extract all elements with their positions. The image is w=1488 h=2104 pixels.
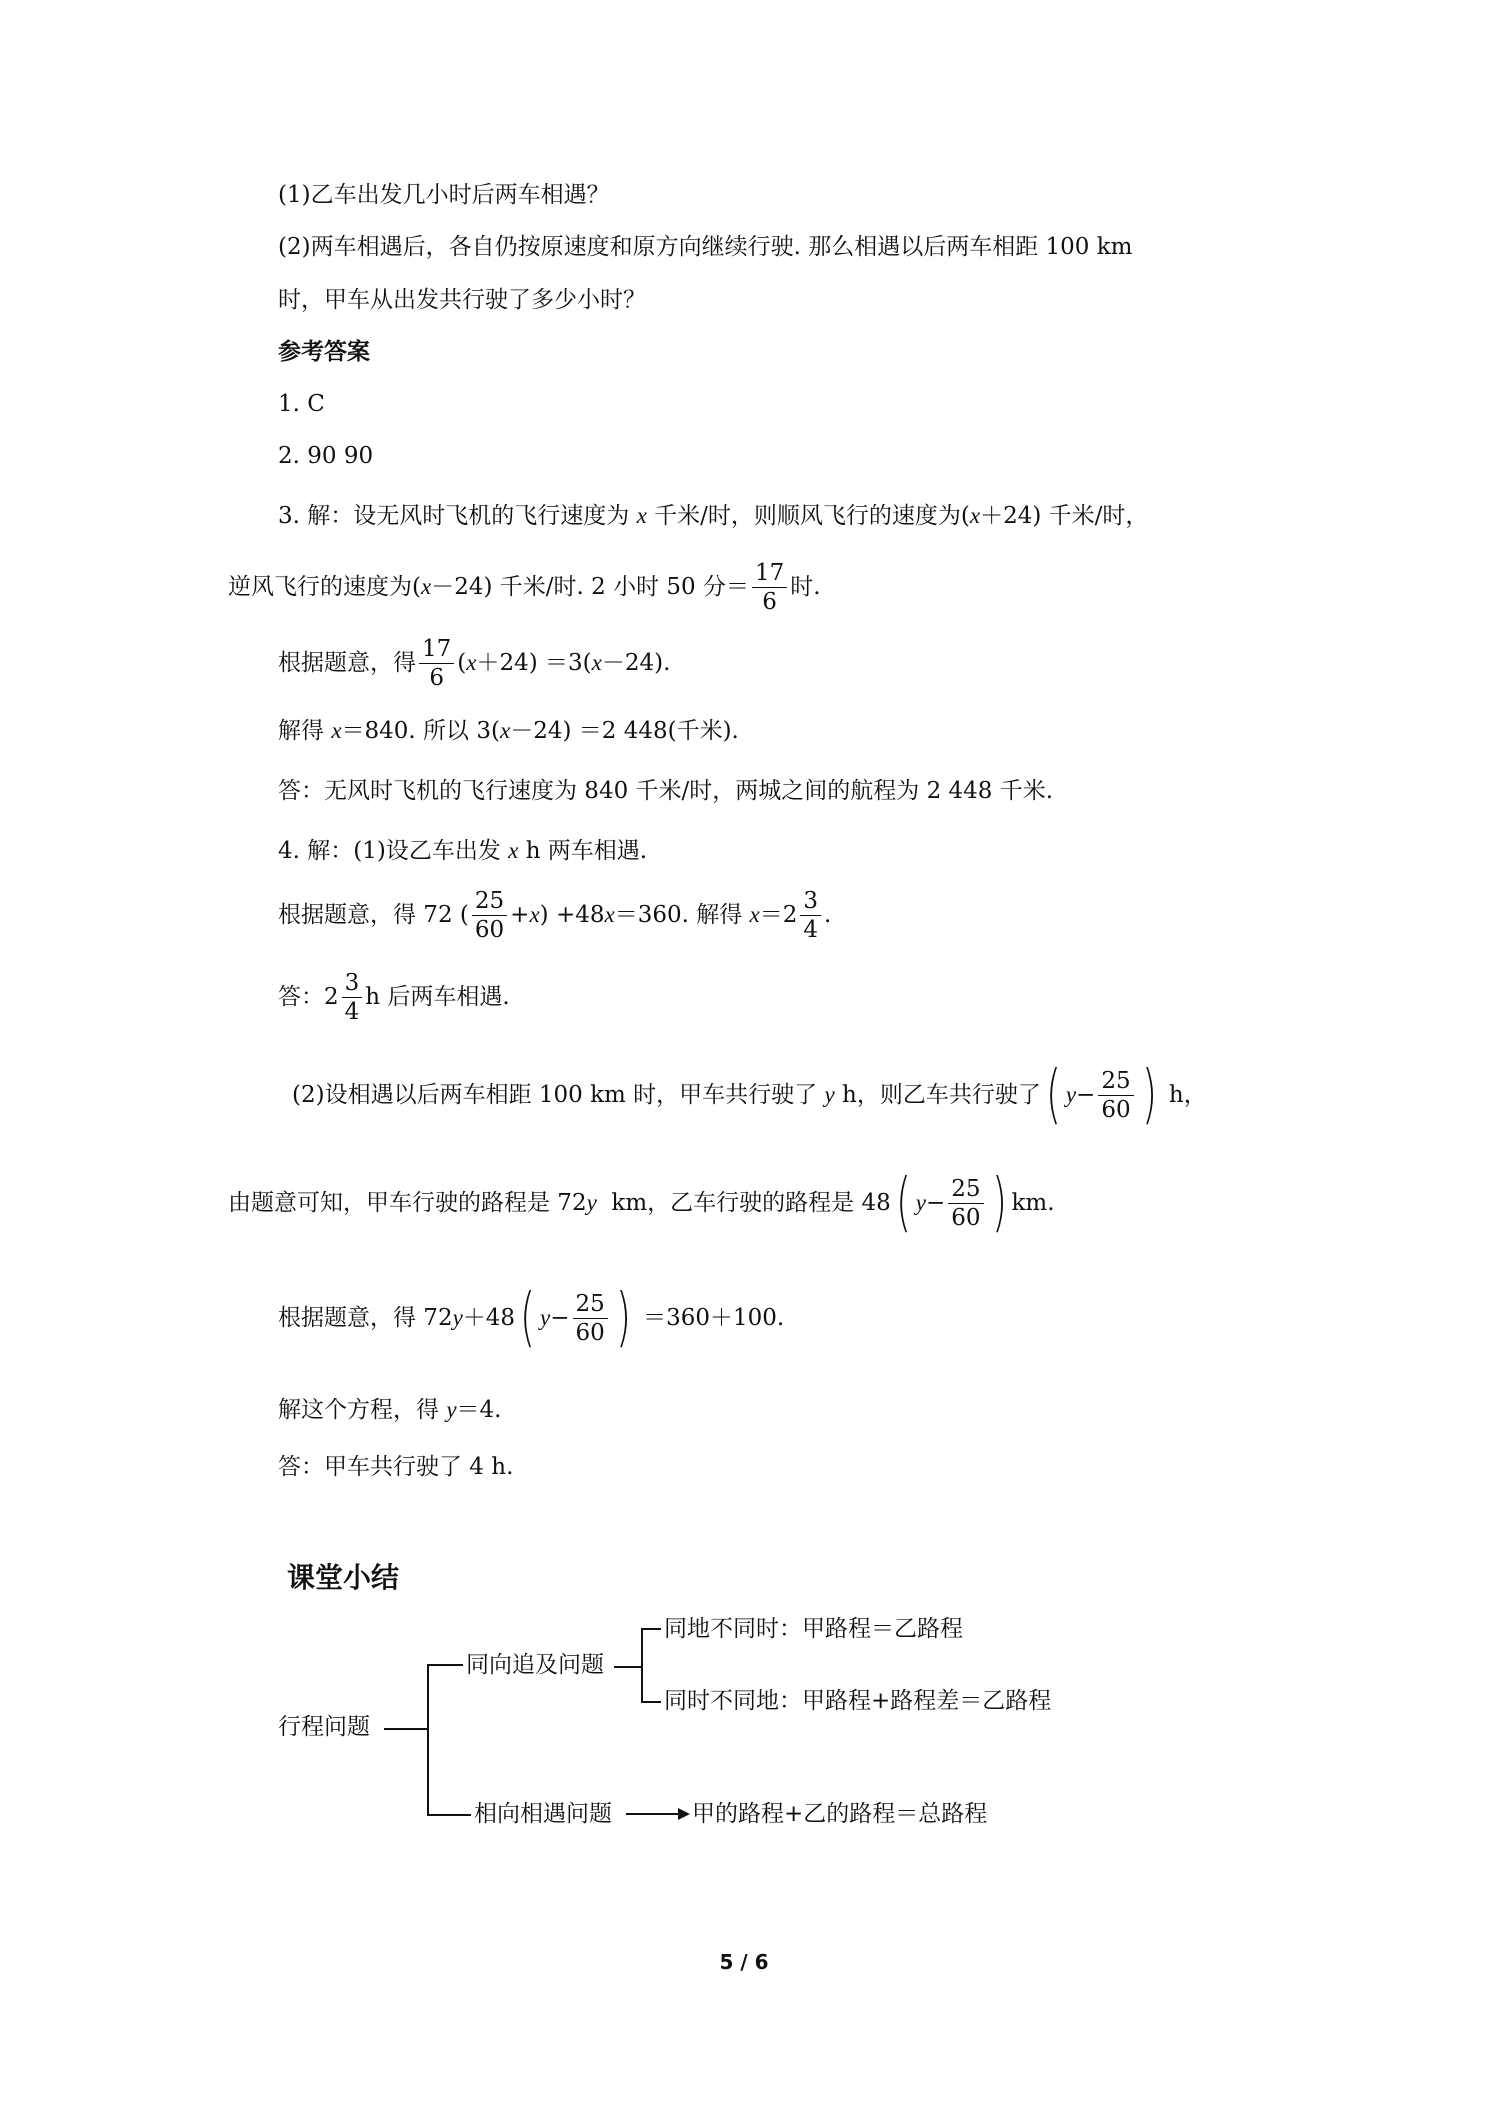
diagram-root: 行程问题 — [278, 1714, 370, 1740]
left-paren: ( — [895, 1166, 911, 1240]
fraction-3-4 — [342, 969, 363, 1026]
answer-4-line-1 — [278, 836, 647, 866]
question-2-line-2: 时，甲车从出发共行驶了多少小时？ — [278, 287, 646, 313]
text: 3. 解：设无风时飞机的飞行速度为 — [278, 503, 630, 529]
left-paren: ( — [520, 1281, 536, 1355]
question-1: (1)乙车出发几小时后两车相遇？ — [278, 182, 610, 208]
denominator: 60 — [951, 1204, 981, 1231]
variable-x: x — [604, 902, 615, 927]
left-paren: ( — [1045, 1058, 1061, 1132]
text: －24). — [601, 650, 671, 676]
variable-y: y — [452, 1305, 463, 1330]
diagram-leaf-1: 同地不同时：甲路程＝乙路程 — [664, 1616, 963, 1642]
parenthesized-expression — [515, 1281, 636, 1355]
answer-2: 2. 90 90 — [278, 443, 374, 469]
fraction-17-6 — [419, 635, 454, 692]
variable-x: x — [499, 718, 511, 743]
answer-4-line-4 — [292, 1055, 1207, 1135]
numerator: 25 — [575, 1290, 605, 1317]
text: ＋48 — [462, 1305, 516, 1331]
text: 解这个方程，得 — [278, 1397, 439, 1423]
denominator: 4 — [803, 916, 819, 943]
variable-x: x — [749, 902, 760, 927]
variable-y: y — [915, 1190, 926, 1215]
fraction-3-4 — [800, 887, 821, 944]
variable-x: x — [508, 838, 519, 863]
diagram-leaf-2: 同时不同地：甲路程+路程差＝乙路程 — [664, 1688, 1052, 1714]
text: 根据题意，得 72 ( — [278, 902, 469, 928]
branch-1-label: 同向追及问题 — [466, 1652, 604, 1678]
answer-4-line-6 — [278, 1278, 784, 1358]
numerator: 17 — [754, 559, 785, 586]
text: －24) 千米/时. 2 小时 50 分＝ — [431, 574, 749, 600]
answer-3-line-3 — [278, 628, 670, 698]
branch-2-label: 相向相遇问题 — [474, 1801, 612, 1827]
right-paren: ) — [991, 1166, 1007, 1240]
text: 千米/时，则顺风飞行的速度为( — [654, 503, 970, 529]
text: ＝840. 所以 3( — [341, 718, 500, 744]
variable-x: x — [466, 650, 477, 675]
text: 根据题意，得 — [278, 650, 416, 676]
variable-x: x — [331, 718, 342, 743]
text: km. — [1011, 1190, 1055, 1216]
leaf-1-connector — [641, 1628, 661, 1630]
text: ＝360＋100. — [643, 1305, 785, 1331]
fraction-25-60 — [472, 887, 507, 944]
variable-y: y — [1065, 1082, 1077, 1107]
parenthesized-expression — [1041, 1058, 1162, 1132]
numerator: 17 — [422, 635, 452, 662]
text: + — [510, 902, 530, 928]
text: 答：2 — [278, 984, 339, 1010]
variable-y: y — [824, 1082, 835, 1107]
variable-x: x — [969, 503, 981, 528]
numerator: 25 — [951, 1175, 981, 1202]
text: h，则乙车共行驶了 — [842, 1082, 1041, 1108]
text: 由题意可知，甲车行驶的路程是 72 — [228, 1190, 587, 1216]
answer-1: 1. C — [278, 391, 325, 417]
numerator: 3 — [803, 887, 819, 914]
answer-4-line-5 — [228, 1163, 1055, 1243]
answer-4-line-7 — [278, 1395, 501, 1425]
text: －24) ＝2 448(千米). — [510, 718, 739, 744]
denominator: 60 — [575, 1319, 605, 1346]
root-connector — [384, 1728, 428, 1730]
branch-2-arrow-line — [626, 1813, 680, 1815]
right-paren: ) — [615, 1281, 631, 1355]
minus-sign: − — [925, 1190, 946, 1216]
minus-sign: − — [550, 1305, 570, 1331]
main-bracket — [427, 1664, 429, 1816]
answer-4-line-2 — [278, 880, 831, 950]
denominator: 60 — [1101, 1096, 1131, 1123]
answer-3-line-5: 答：无风时飞机的飞行速度为 840 千米/时，两城之间的航程为 2 448 千米. — [278, 778, 1054, 804]
text: 时. — [790, 574, 821, 600]
variable-y: y — [540, 1305, 551, 1330]
text: ＝4. — [456, 1397, 502, 1423]
text: (2)设相遇以后两车相距 100 km 时，甲车共行驶了 — [292, 1082, 818, 1108]
arrow-head-icon — [678, 1808, 690, 1820]
diagram-leaf-3: 甲的路程+乙的路程＝总路程 — [692, 1801, 988, 1827]
fraction-17-6 — [752, 559, 787, 616]
leaf-2-connector — [641, 1701, 661, 1703]
parenthesized-expression — [891, 1166, 1012, 1240]
variable-x: x — [420, 574, 432, 599]
text: 解得 — [278, 718, 324, 744]
page-number: 5 / 6 — [719, 1950, 769, 1974]
branch-1-connector — [427, 1664, 463, 1666]
variable-x: x — [529, 902, 540, 927]
branch-1-out — [614, 1666, 642, 1668]
numerator: 25 — [474, 887, 505, 914]
denominator: 6 — [429, 664, 444, 691]
denominator: 60 — [474, 916, 505, 943]
minus-sign: − — [1076, 1082, 1096, 1108]
text: 根据题意，得 72 — [278, 1305, 453, 1331]
text: km，乙车行驶的路程是 48 — [611, 1190, 891, 1216]
text: ( — [457, 650, 467, 676]
answer-3-line-2 — [228, 552, 821, 622]
answer-4-line-8: 答：甲车共行驶了 4 h. — [278, 1454, 514, 1480]
fraction-25-60 — [1098, 1067, 1133, 1124]
text: ) +48 — [539, 902, 605, 928]
fraction-25-60 — [573, 1290, 608, 1347]
denominator: 4 — [344, 998, 360, 1025]
variable-y: y — [586, 1190, 597, 1215]
answers-heading: 参考答案 — [278, 339, 370, 365]
answer-3-line-4 — [278, 716, 739, 746]
text: h 后两车相遇. — [365, 984, 510, 1010]
text: ＋24) ＝3( — [476, 650, 592, 676]
text: ＝360. 解得 — [614, 902, 743, 928]
text: ＝2 — [759, 902, 798, 928]
answer-4-line-3 — [278, 962, 510, 1032]
variable-y: y — [446, 1397, 457, 1422]
numerator: 3 — [344, 969, 360, 996]
branch-2-connector — [427, 1814, 471, 1816]
summary-heading: 课堂小结 — [287, 1561, 400, 1594]
right-paren: ) — [1141, 1058, 1157, 1132]
denominator: 6 — [762, 588, 777, 615]
text: h， — [1168, 1082, 1207, 1108]
variable-x: x — [591, 650, 602, 675]
answer-3-line-1 — [278, 501, 1148, 531]
sub-bracket — [641, 1628, 643, 1702]
text: h 两车相遇. — [525, 838, 648, 864]
numerator: 25 — [1101, 1067, 1131, 1094]
fraction-25-60 — [948, 1175, 983, 1232]
text: ＋24) 千米/时， — [980, 503, 1149, 529]
text: 逆风飞行的速度为( — [228, 574, 421, 600]
text: . — [824, 902, 832, 928]
variable-x: x — [636, 503, 647, 528]
question-2-line-1: (2)两车相遇后，各自仍按原速度和原方向继续行驶. 那么相遇以后两车相距 100 km — [278, 234, 1133, 260]
text: 4. 解：(1)设乙车出发 — [278, 838, 501, 864]
